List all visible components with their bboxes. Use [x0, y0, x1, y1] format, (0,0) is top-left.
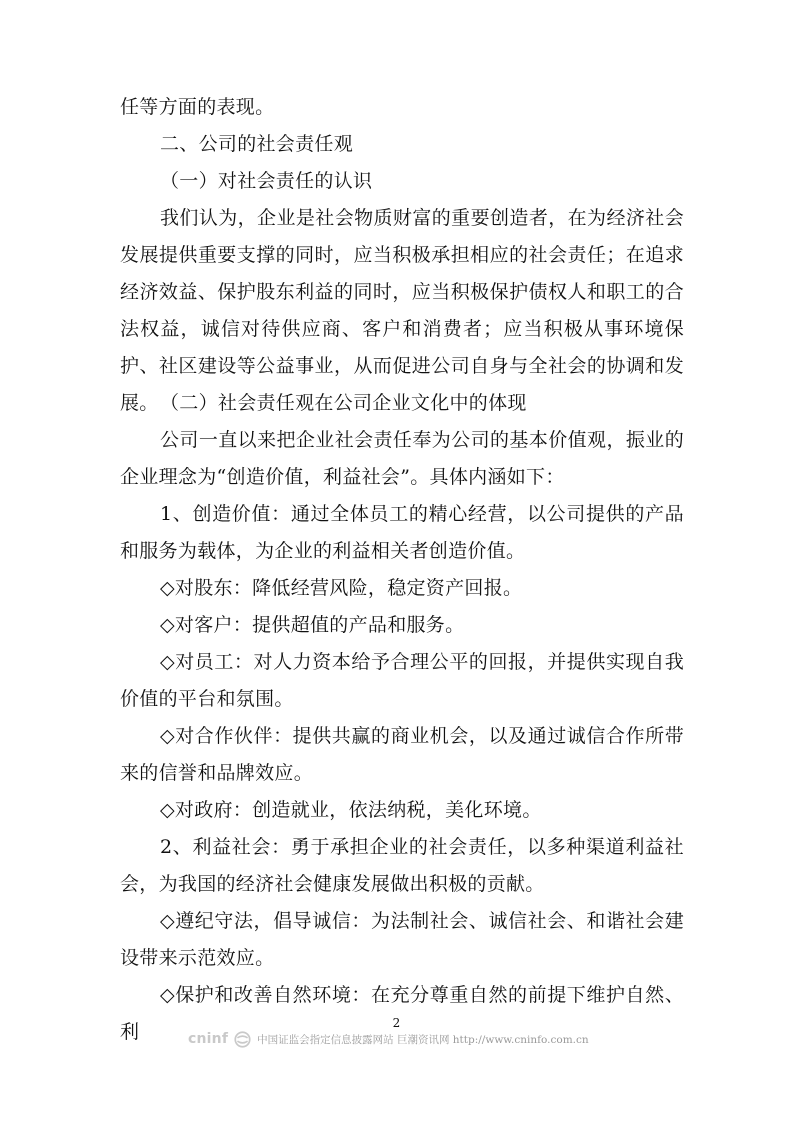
cninfo-logo-icon: [234, 1031, 251, 1048]
bullet-government: ◇对政府：创造就业，依法纳税，美化环境。: [160, 799, 542, 821]
paragraph-create-value: 1、创造价值：通过全体员工的精心经营，以公司提供的产品和服务为载体，为企业的利益相关者创造价值。: [120, 503, 684, 562]
bullet-employees: ◇对员工：对人力资本给予合理公平的回报，并提供实现自我价值的平台和氛围。: [120, 651, 684, 710]
paragraph-benefit-society: 2、利益社会：勇于承担企业的社会责任，以多种渠道利益社会，为我国的经济社会健康发展做出积极的贡献。: [120, 836, 684, 895]
bullet-environment: ◇保护和改善自然环境：在充分尊重自然的前提下维护自然、利: [120, 984, 684, 1043]
footer: [188, 1029, 589, 1049]
bullet-shareholders: ◇对股东：降低经营风险，稳定资产回报。: [160, 577, 523, 599]
bullet-law-integrity: ◇遵纪守法，倡导诚信：为法制社会、诚信社会、和谐社会建设带来示范效应。: [120, 910, 684, 969]
paragraph-continuation: 任等方面的表现。: [120, 96, 275, 118]
paragraph-responsibility-view: 我们认为，企业是社会物质财富的重要创造者，在为经济社会发展提供重要支撑的同时，应当积极承担相应的社会责任；在追求经济效益、保护股东利益的同时，应当积极保护债权人和职工的合法权益，诚信对待供应商、客户和消费者；应当积极从事环境保护、社区建设等公益事业，从而促进公司自身与全社会的协调和发展。: [120, 207, 684, 414]
footer-site-info[interactable]: 中国证监会指定信息披露网站 巨潮资讯网 http://www.cninfo.com.cn: [257, 1033, 589, 1046]
subsection-heading-1: （一）对社会责任的认识: [160, 170, 373, 192]
bullet-partners: ◇对合作伙伴：提供共赢的商业机会，以及通过诚信合作所带来的信誉和品牌效应。: [120, 725, 684, 784]
cninfo-logo-text: cninf: [188, 1031, 229, 1047]
page-number: 2: [392, 1016, 401, 1030]
paragraph-corporate-philosophy: 公司一直以来把企业社会责任奉为公司的基本价值观，振业的企业理念为“创造价值，利益社会”。具体内涵如下：: [120, 429, 684, 488]
subsection-heading-2: （二）社会责任观在公司企业文化中的体现: [160, 392, 527, 414]
bullet-customers: ◇对客户：提供超值的产品和服务。: [160, 614, 465, 636]
section-heading-2: 二、公司的社会责任观: [160, 133, 354, 155]
